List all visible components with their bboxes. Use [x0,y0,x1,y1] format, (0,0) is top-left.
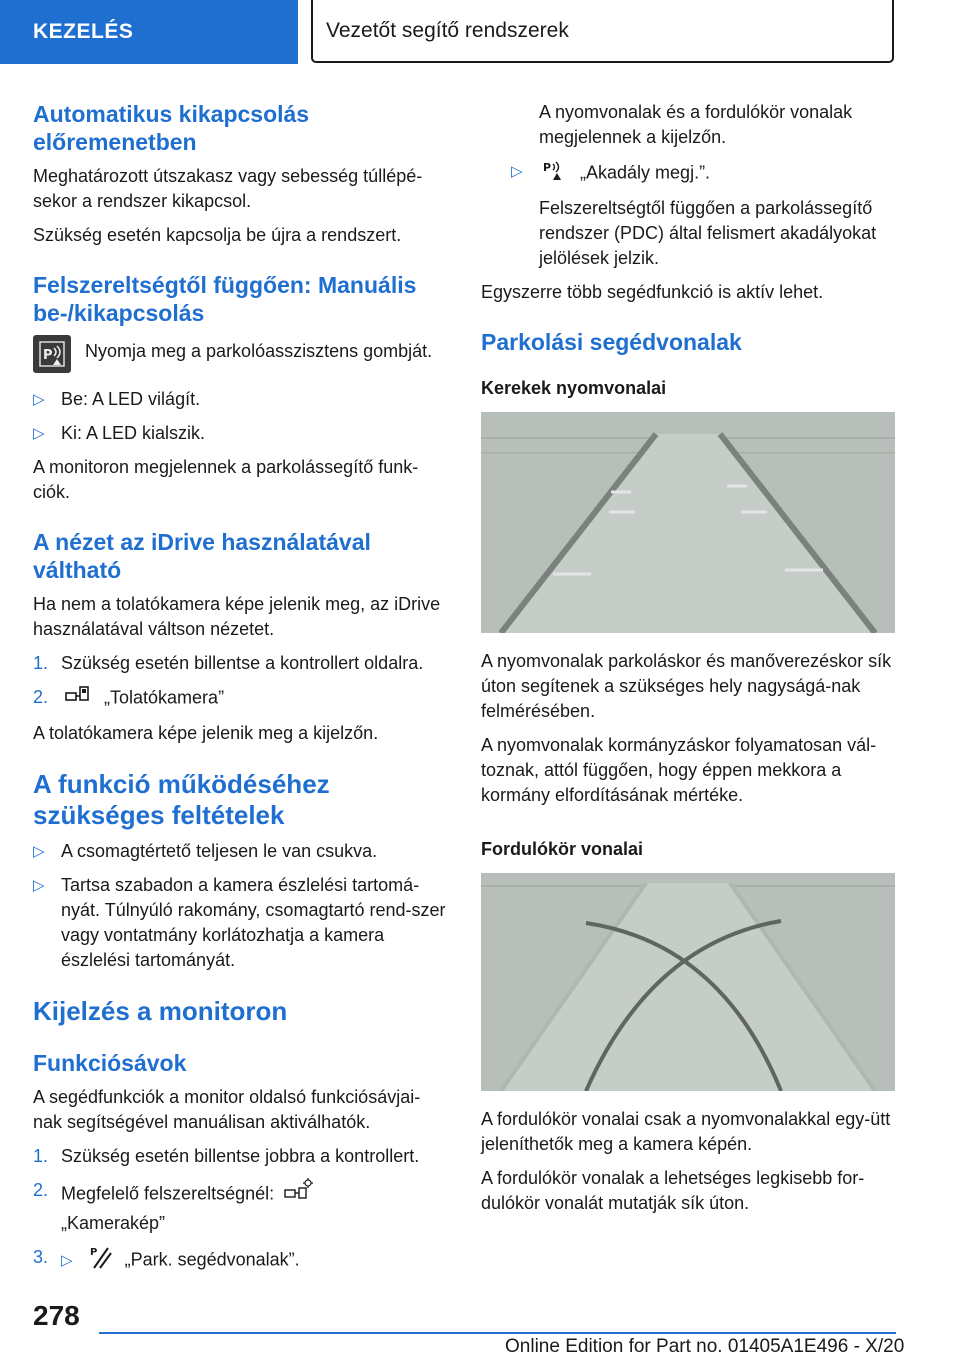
para-tracks-2: A nyomvonalak kormányzáskor folyamatosan vál-toznak, attól függően, hogy éppen mekkora a kormány elfordításának mértéke. [481,735,877,805]
step-text: Szükség esetén billentse a kontrollert oldalra. [61,653,424,673]
heading-parking-guides: Parkolási segédvonalak [481,329,742,355]
para-lines-shown: A nyomvonalak és a fordulókör vonalak megjelennek a kijelzőn. [539,102,853,147]
list-item-label: „Akadály megj.”. [580,162,711,183]
header-chapter-box [311,0,894,63]
list-item [33,421,449,446]
step-number: 1. [33,653,49,673]
footer-edition: Online Edition for Part no. 01405A1E496 - X/20 [505,1336,905,1357]
para-monitor-functions: A monitoron megjelennek a parkolássegítő funk-ciók. [33,457,419,502]
para-multi-functions: Egyszerre több segédfunkció is aktív lehet. [481,282,824,302]
header-section-label: KEZELÉS [33,20,134,43]
heading-prerequisites: A funkció működéséhez szükséges feltételek [33,769,330,830]
step-item [33,1144,449,1169]
step-text: Megfelelő felszereltségnél: [61,1183,275,1204]
para-function-bars: A segédfunkciók a monitor oldalsó funkciósávjai-nak segítségével manuálisan aktiválhatók. [33,1087,421,1132]
heading-wheel-tracks: Kerekek nyomvonalai [481,378,667,398]
list-item-text: Ki: A LED kialszik. [61,423,206,443]
parking-assist-button-icon [33,335,71,373]
heading-monitor-display: Kijelzés a monitoron [33,996,288,1026]
para-auto-off-1: Meghatározott útszakasz vagy sebesség túllépé-sekor a rendszer kikapcsol. [33,166,423,211]
button-instruction-text: Nyomja meg a parkolóasszisztens gombját. [85,341,433,361]
heading-function-bars: Funkciósávok [33,1050,187,1076]
heading-idrive-view: A nézet az iDrive használatával váltható [33,529,371,583]
list-item-text: Felszereltségtől függően a parkolássegítő rendszer (PDC) által felismert akadályokat jelölések jelzik. [539,198,877,268]
step-number: 2. [33,687,49,707]
step-number: 2. [33,1180,49,1200]
wheel-tracks-illustration [481,412,895,633]
triangle-right-icon: ▷ [33,843,45,860]
step-text: Szükség esetén billentse jobbra a kontrollert. [61,1146,420,1166]
guide-lines-icon [90,1245,112,1276]
step-item [33,685,449,712]
step-item [33,1178,449,1236]
para-turning-2: A fordulókör vonalak a lehetséges legkisebb for-dulókör vonalát mutatják sík úton. [481,1168,865,1213]
button-instruction [33,335,449,373]
step-number: 3. [33,1247,49,1267]
step-number: 1. [33,1146,49,1166]
right-column [481,100,899,1225]
heading-turning-circle: Fordulókör vonalai [481,839,644,859]
para-auto-off-2: Szükség esetén kapcsolja be újra a rendszert. [33,225,402,245]
para-idrive-1: Ha nem a tolatókamera képe jelenik meg, az iDrive használatával váltson nézetet. [33,594,441,639]
svg-text:P: P [43,348,53,363]
page-number: 278 [33,1300,80,1331]
list-item-text: A csomagtértető teljesen le van csukva. [61,841,378,861]
svg-text:P: P [543,161,552,174]
triangle-right-icon: ▷ [61,1252,73,1270]
triangle-right-icon: ▷ [33,425,45,442]
triangle-right-icon: ▷ [33,391,45,408]
list-item [33,387,449,412]
step-text: „Tolatókamera” [104,687,225,708]
turning-circle-illustration [481,873,895,1091]
header-section-tab [0,0,298,64]
list-item [33,873,449,973]
left-column [33,100,449,1285]
obstacle-sensor-icon [543,159,567,188]
para-idrive-2: A tolatókamera képe jelenik meg a kijelzőn. [33,723,379,743]
list-item-text: Be: A LED világít. [61,389,201,409]
step-text: „Park. segédvonalak”. [124,1249,300,1270]
step-text-line2: „Kamerakép” [61,1213,166,1233]
header-chapter-label: Vezetőt segítő rendszerek [326,18,569,42]
list-item [33,839,449,864]
svg-text:P: P [89,1247,97,1258]
heading-manual-toggle: Felszereltségtől függően: Manuális be-/kikapcsolás [33,272,417,326]
footer-divider [99,1332,896,1334]
triangle-right-icon: ▷ [33,877,45,894]
list-item-text: Tartsa szabadon a kamera észlelési tartomá-nyát. Túlnyúló rakomány, csomagtartó rend-szer vagy vontatmány korlátozhatja a kamera észlelési tartományát. [61,875,446,970]
para-turning-1: A fordulókör vonalai csak a nyomvonalakkal egy-ütt jeleníthetők meg a kamera képén. [481,1109,891,1154]
para-tracks-1: A nyomvonalak parkoláskor és manőverezéskor sík úton segítenek a szükséges hely nagyságá-nak felmérésében. [481,651,892,721]
list-item [481,159,899,271]
step-item [33,651,449,676]
rear-camera-icon [65,685,91,712]
camera-view-icon [283,1178,313,1211]
heading-auto-off: Automatikus kikapcsolás előremenetben [33,101,310,155]
triangle-right-icon: ▷ [511,163,523,180]
step-item [33,1245,449,1276]
